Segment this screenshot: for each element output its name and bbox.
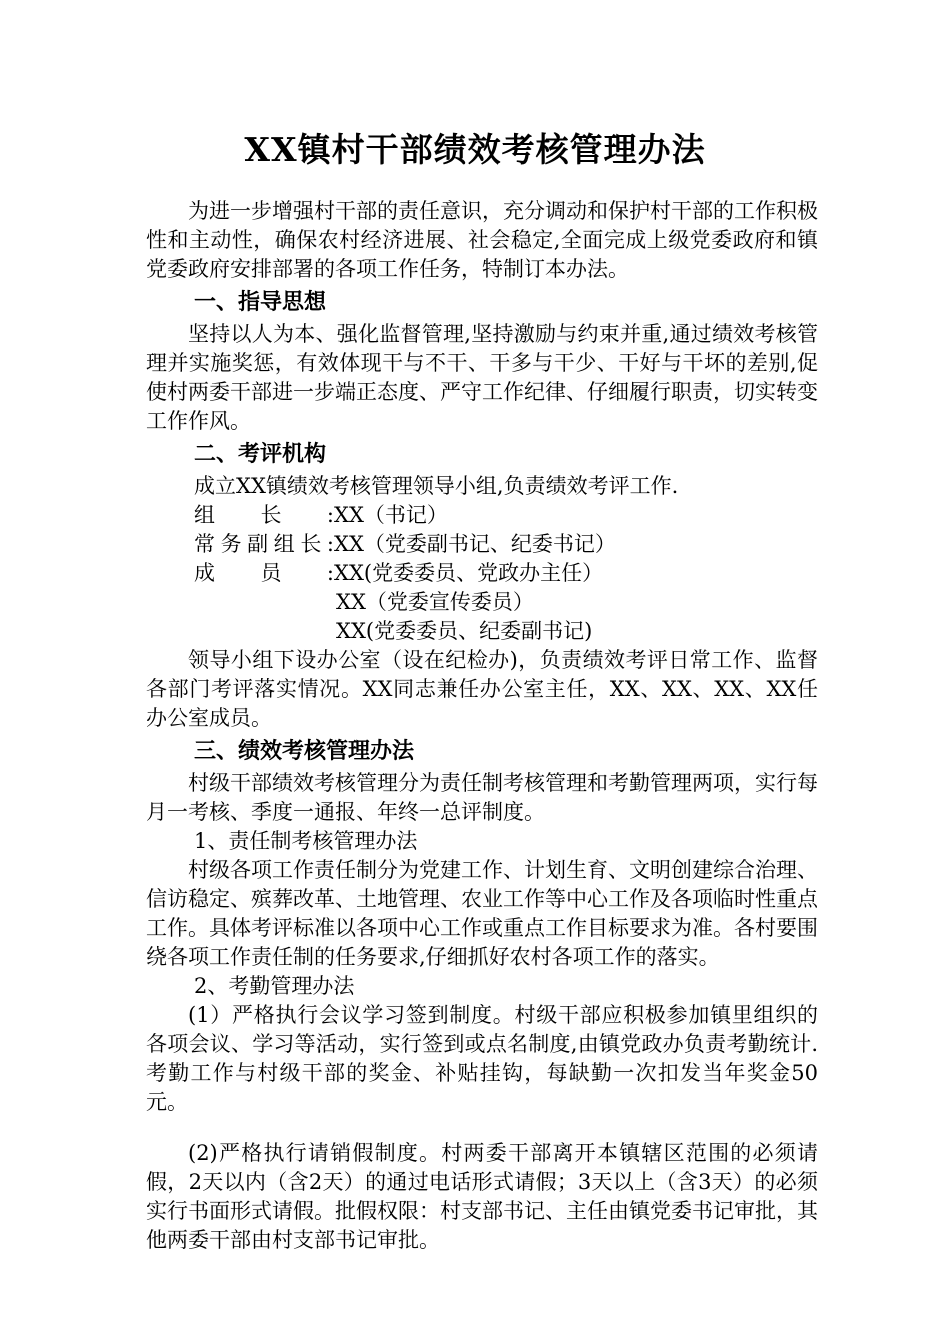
role-row-members — [146, 559, 818, 588]
guiding-ideology-paragraph: 坚持以人为本、强化监督管理,坚持激励与约束并重,通过绩效考核管理并实施奖惩，有效体现干与不干、干多与干少、干好与干坏的差别,促使村两委干部进一步端正态度、严守工作纪律、仔细履行职责，切实转变工作作风。 — [146, 322, 818, 433]
role-label: 组长: — [194, 503, 334, 527]
document-title: XX镇村干部绩效考核管理办法 — [244, 130, 706, 169]
attendance-item-1: (1）严格执行会议学习签到制度。村级干部应积极参加镇里组织的各项会议、学习等活动，实行签到或点名制度,由镇党政办负责考勤统计.考勤工作与村级干部的奖金、补贴挂钩，每缺勤一次扣发当年奖金50元。 — [146, 1003, 818, 1114]
member-line: XX（党委宣传委员） — [336, 590, 534, 614]
performance-method-intro: 村级干部绩效考核管理分为责任制考核管理和考勤管理两项，实行每月一考核、季度一通报、年终一总评制度。 — [146, 771, 818, 824]
role-label: 成员: — [194, 561, 334, 585]
role-row-deputy — [146, 530, 818, 559]
subsection-title-attendance: 2、考勤管理办法 — [194, 974, 355, 998]
office-paragraph: 领导小组下设办公室（设在纪检办)，负责绩效考评日常工作、监督各部门考评落实情况。XX同志兼任办公室主任，XX、XX、XX、XX任办公室成员。 — [146, 648, 818, 730]
intro-paragraph: 为进一步增强村干部的责任意识，充分调动和保护村干部的工作积极性和主动性，确保农村经济进展、社会稳定,全面完成上级党委政府和镇党委政府安排部署的各项工作任务，特制订本办法。 — [146, 199, 818, 281]
role-person: XX（党委副书记、纪委书记） — [334, 532, 616, 556]
subsection-title-responsibility: 1、责任制考核管理办法 — [194, 829, 418, 853]
evaluation-body-intro: 成立XX镇绩效考核管理领导小组,负责绩效考评工作. — [194, 474, 679, 498]
section-heading-guiding-ideology: 一、指导思想 — [194, 290, 327, 315]
document-body — [146, 197, 818, 1255]
role-person: XX（书记） — [334, 503, 448, 527]
role-label: 常务副组长: — [194, 532, 334, 556]
responsibility-paragraph: 村级各项工作责任制分为党建工作、计划生育、文明创建综合治理、信访稳定、殡葬改革、土地管理、农业工作等中心工作及各项临时性重点工作。具体考评标准以各项中心工作或重点工作目标要求为准。各村要围绕各项工作责任制的任务要求,仔细抓好农村各项工作的落实。 — [146, 858, 818, 969]
section-heading-performance-method: 三、绩效考核管理办法 — [194, 739, 415, 764]
section-heading-evaluation-body: 二、考评机构 — [194, 442, 327, 467]
member-line: XX(党委委员、纪委副书记) — [336, 619, 593, 643]
role-row-leader — [146, 501, 818, 530]
role-person: XX(党委委员、党政办主任） — [334, 561, 604, 585]
attendance-item-2: (2)严格执行请销假制度。村两委干部离开本镇辖区范围的必须请假，2天以内（含2天）的通过电话形式请假；3天以上（含3天）的必须实行书面形式请假。批假权限：村支部书记、主任由镇党委书记审批，其他两委干部由村支部书记审批。 — [146, 1141, 818, 1252]
